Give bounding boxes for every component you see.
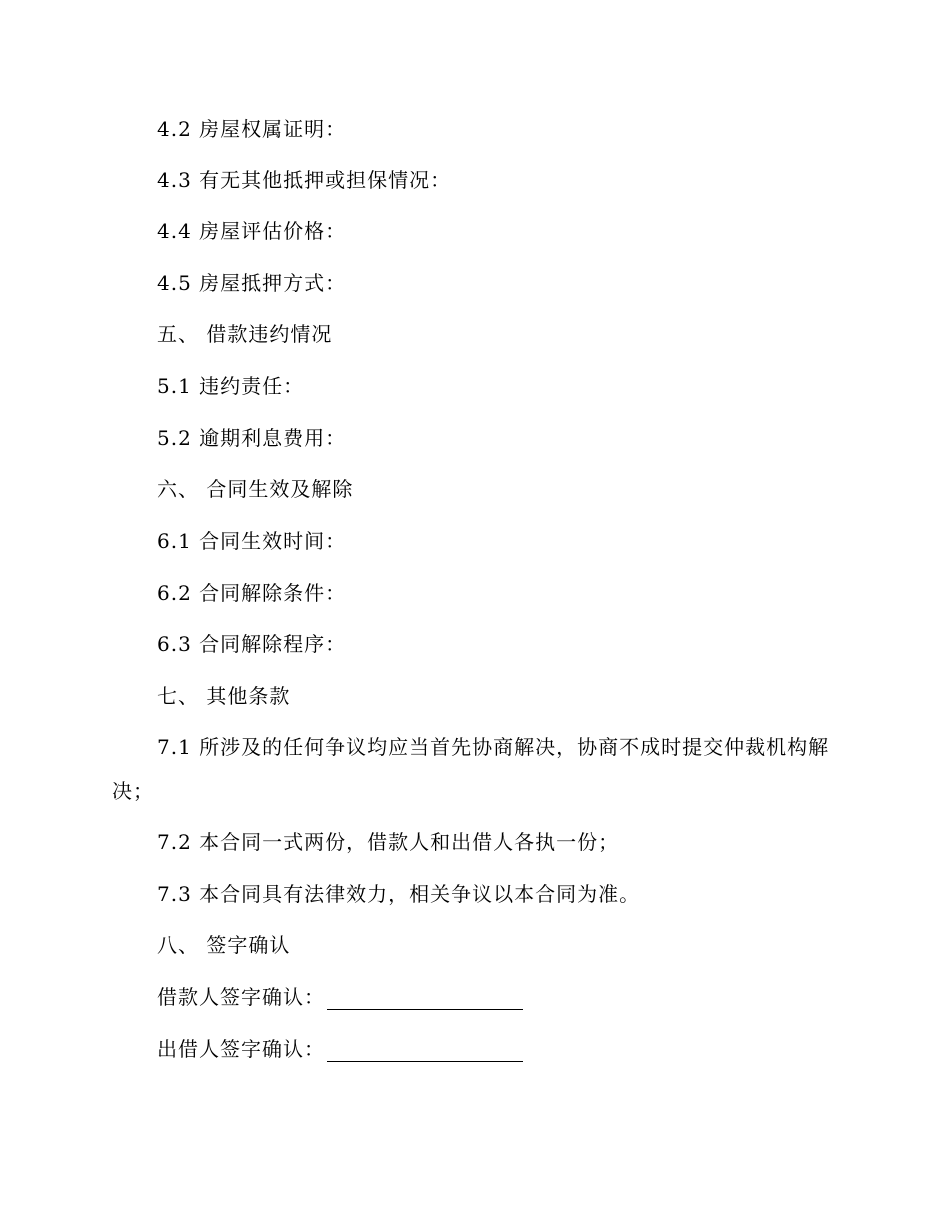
- lender-signature-row: [157, 1036, 523, 1062]
- clause-4-2: 4.2 房屋权属证明：: [157, 117, 347, 141]
- section-heading-6: 六、 合同生效及解除: [157, 477, 354, 501]
- section-heading-8: 八、 签字确认: [157, 933, 291, 957]
- clause-4-5: 4.5 房屋抵押方式：: [157, 271, 347, 295]
- clause-7-1-continued: 决；: [112, 779, 154, 803]
- clause-7-3: 7.3 本合同具有法律效力，相关争议以本合同为准。: [157, 882, 641, 906]
- section-heading-7: 七、 其他条款: [157, 684, 291, 708]
- clause-5-1: 5.1 违约责任：: [157, 374, 305, 398]
- lender-signature-line[interactable]: [327, 1041, 523, 1062]
- borrower-signature-label: 借款人签字确认：: [157, 985, 325, 1009]
- clause-7-2: 7.2 本合同一式两份，借款人和出借人各执一份；: [157, 830, 620, 854]
- clause-4-3: 4.3 有无其他抵押或担保情况：: [157, 168, 452, 192]
- borrower-signature-row: [157, 984, 523, 1010]
- lender-signature-label: 出借人签字确认：: [157, 1037, 325, 1061]
- borrower-signature-line[interactable]: [327, 989, 523, 1010]
- clause-4-4: 4.4 房屋评估价格：: [157, 219, 347, 243]
- clause-6-2: 6.2 合同解除条件：: [157, 581, 347, 605]
- clause-6-1: 6.1 合同生效时间：: [157, 529, 347, 553]
- clause-6-3: 6.3 合同解除程序：: [157, 632, 347, 656]
- clause-5-2: 5.2 逾期利息费用：: [157, 426, 347, 450]
- section-heading-5: 五、 借款违约情况: [157, 322, 333, 346]
- clause-7-1: 7.1 所涉及的任何争议均应当首先协商解决，协商不成时提交仲裁机构解: [157, 735, 830, 759]
